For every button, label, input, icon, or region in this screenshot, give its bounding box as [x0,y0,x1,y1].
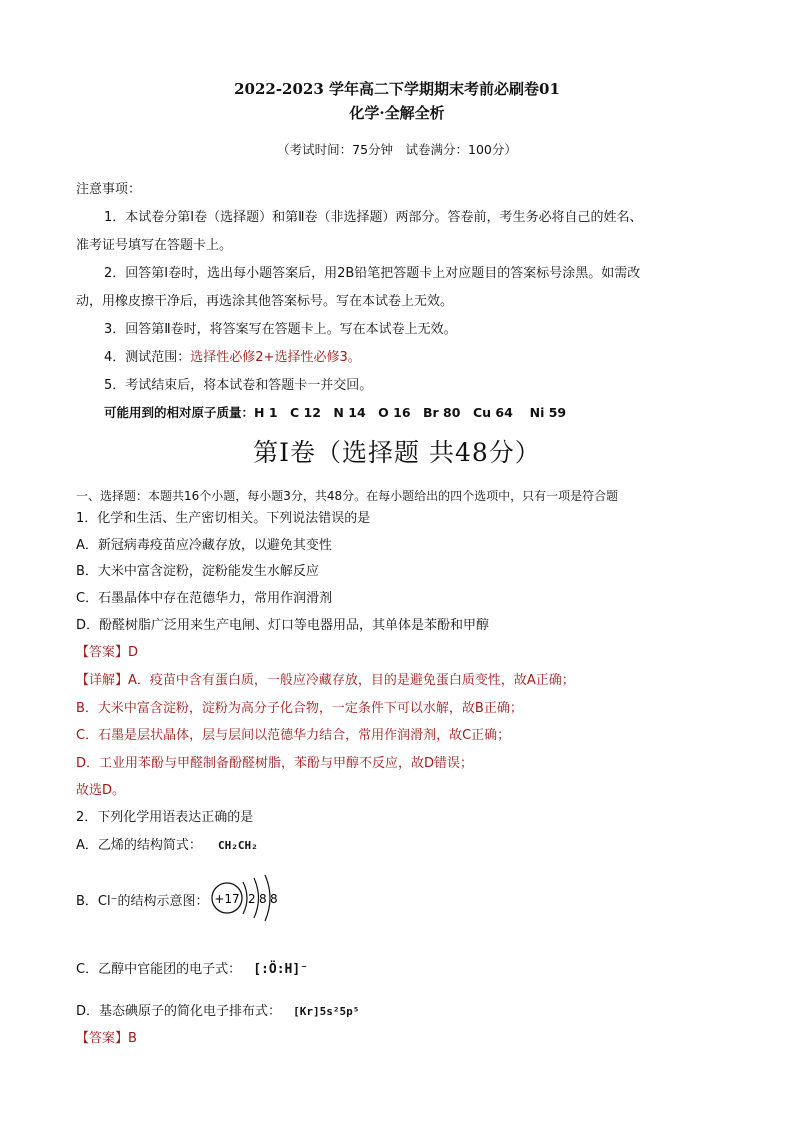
shell-electrons-2: 8 [259,892,267,906]
section-instructions: 一、选择题：本题共16个小题，每小题3分，共48分。在每小题给出的四个选项中，只有一项是符合题 [76,489,619,503]
test-scope: 选择性必修2+选择性必修3。 [190,350,361,365]
q2-option-d-text: D．基态碘原子的简化电子排布式： [76,1004,282,1019]
q2-option-d [76,1000,359,1019]
notice-item-4 [104,346,361,365]
q2-option-c [76,958,308,977]
q1-answer: 【答案】D [76,645,139,660]
ethylene-formula: CH₂CH₂ [218,839,258,852]
q2-answer: 【答案】B [76,1031,137,1046]
section-title: 第Ⅰ卷（选择题 共48分） [253,438,541,467]
q2-option-b: B．Cl⁻的结构示意图： [76,894,209,909]
q1-option-d: D．酚醛树脂广泛用来生产电闸、灯口等电器用品，其单体是苯酚和甲醇 [76,618,490,633]
q1-detail-a-text: A．疫苗中含有蛋白质，一般应冷藏存放，目的是避免蛋白质变性，故A正确； [128,673,575,688]
notice-item-1: 1．本试卷分第Ⅰ卷（选择题）和第Ⅱ卷（非选择题）两部分。答卷前，考生务必将自己的姓名、 [104,210,643,225]
q1-detail-label: 【详解】 [76,673,129,688]
atomic-masses: 可能用到的相对原子质量：H 1 C 12 N 14 O 16 Br 80 Cu 64 Ni 59 [104,405,567,420]
shell-arc-1 [243,882,247,914]
q1-detail-a [76,669,575,688]
q1-detail-b: B．大米中富含淀粉，淀粉为高分子化合物，一定条件下可以水解，故B正确； [76,701,523,716]
paper-subtitle: 化学·全解全析 [349,104,445,122]
exam-info: （考试时间：75分钟 试卷满分：100分） [277,142,517,157]
hydroxide-electron-formula: [:Ö:H]⁻ [253,962,309,977]
q2-stem: 2．下列化学用语表达正确的是 [76,810,254,825]
paper-title: 2022-2023 学年高二下学期期末考前必刷卷01 [234,80,560,98]
iodine-electron-config: [Kr]5s²5p⁵ [293,1005,360,1018]
notice-item-3: 3．回答第Ⅱ卷时，将答案写在答题卡上。写在本试卷上无效。 [104,322,457,337]
q1-option-c: C．石墨晶体中存在范德华力，常用作润滑剂 [76,591,333,606]
q2-option-a [76,834,258,853]
notice-item-2: 2．回答第Ⅰ卷时，选出每小题答案后，用2B铅笔把答题卡上对应题目的答案标号涂黑。如需改 [104,266,641,281]
q1-detail-d: D．工业用苯酚与甲醛制备酚醛树脂，苯酚与甲醇不反应，故D错误； [76,756,474,771]
q2-option-c-text: C．乙醇中官能团的电子式： [76,962,242,977]
q2-option-a-text: A．乙烯的结构简式： [76,838,202,853]
notice-item-2-cont: 动，用橡皮擦干净后，再选涂其他答案标号。写在本试卷上无效。 [76,294,454,309]
nucleus-charge: +17 [214,892,240,906]
q1-option-b: B．大米中富含淀粉，淀粉能发生水解反应 [76,564,319,579]
chloride-ion-diagram [206,872,286,924]
notice-item-4-prefix: 4．测试范围： [104,350,191,365]
shell-electrons-1: 2 [248,892,256,906]
q1-option-a: A．新冠病毒疫苗应冷藏存放，以避免其变性 [76,538,332,553]
notice-item-1-cont: 准考证号填写在答题卡上。 [76,238,233,253]
q1-conclusion: 故选D。 [76,783,126,798]
q1-stem: 1．化学和生活、生产密切相关。下列说法错误的是 [76,511,371,526]
shell-electrons-3: 8 [270,892,278,906]
q1-detail-c: C．石墨是层状晶体，层与层间以范德华力结合，常用作润滑剂，故C正确； [76,728,511,743]
notice-heading: 注意事项： [76,182,142,197]
notice-item-5: 5．考试结束后，将本试卷和答题卡一并交回。 [104,378,373,393]
